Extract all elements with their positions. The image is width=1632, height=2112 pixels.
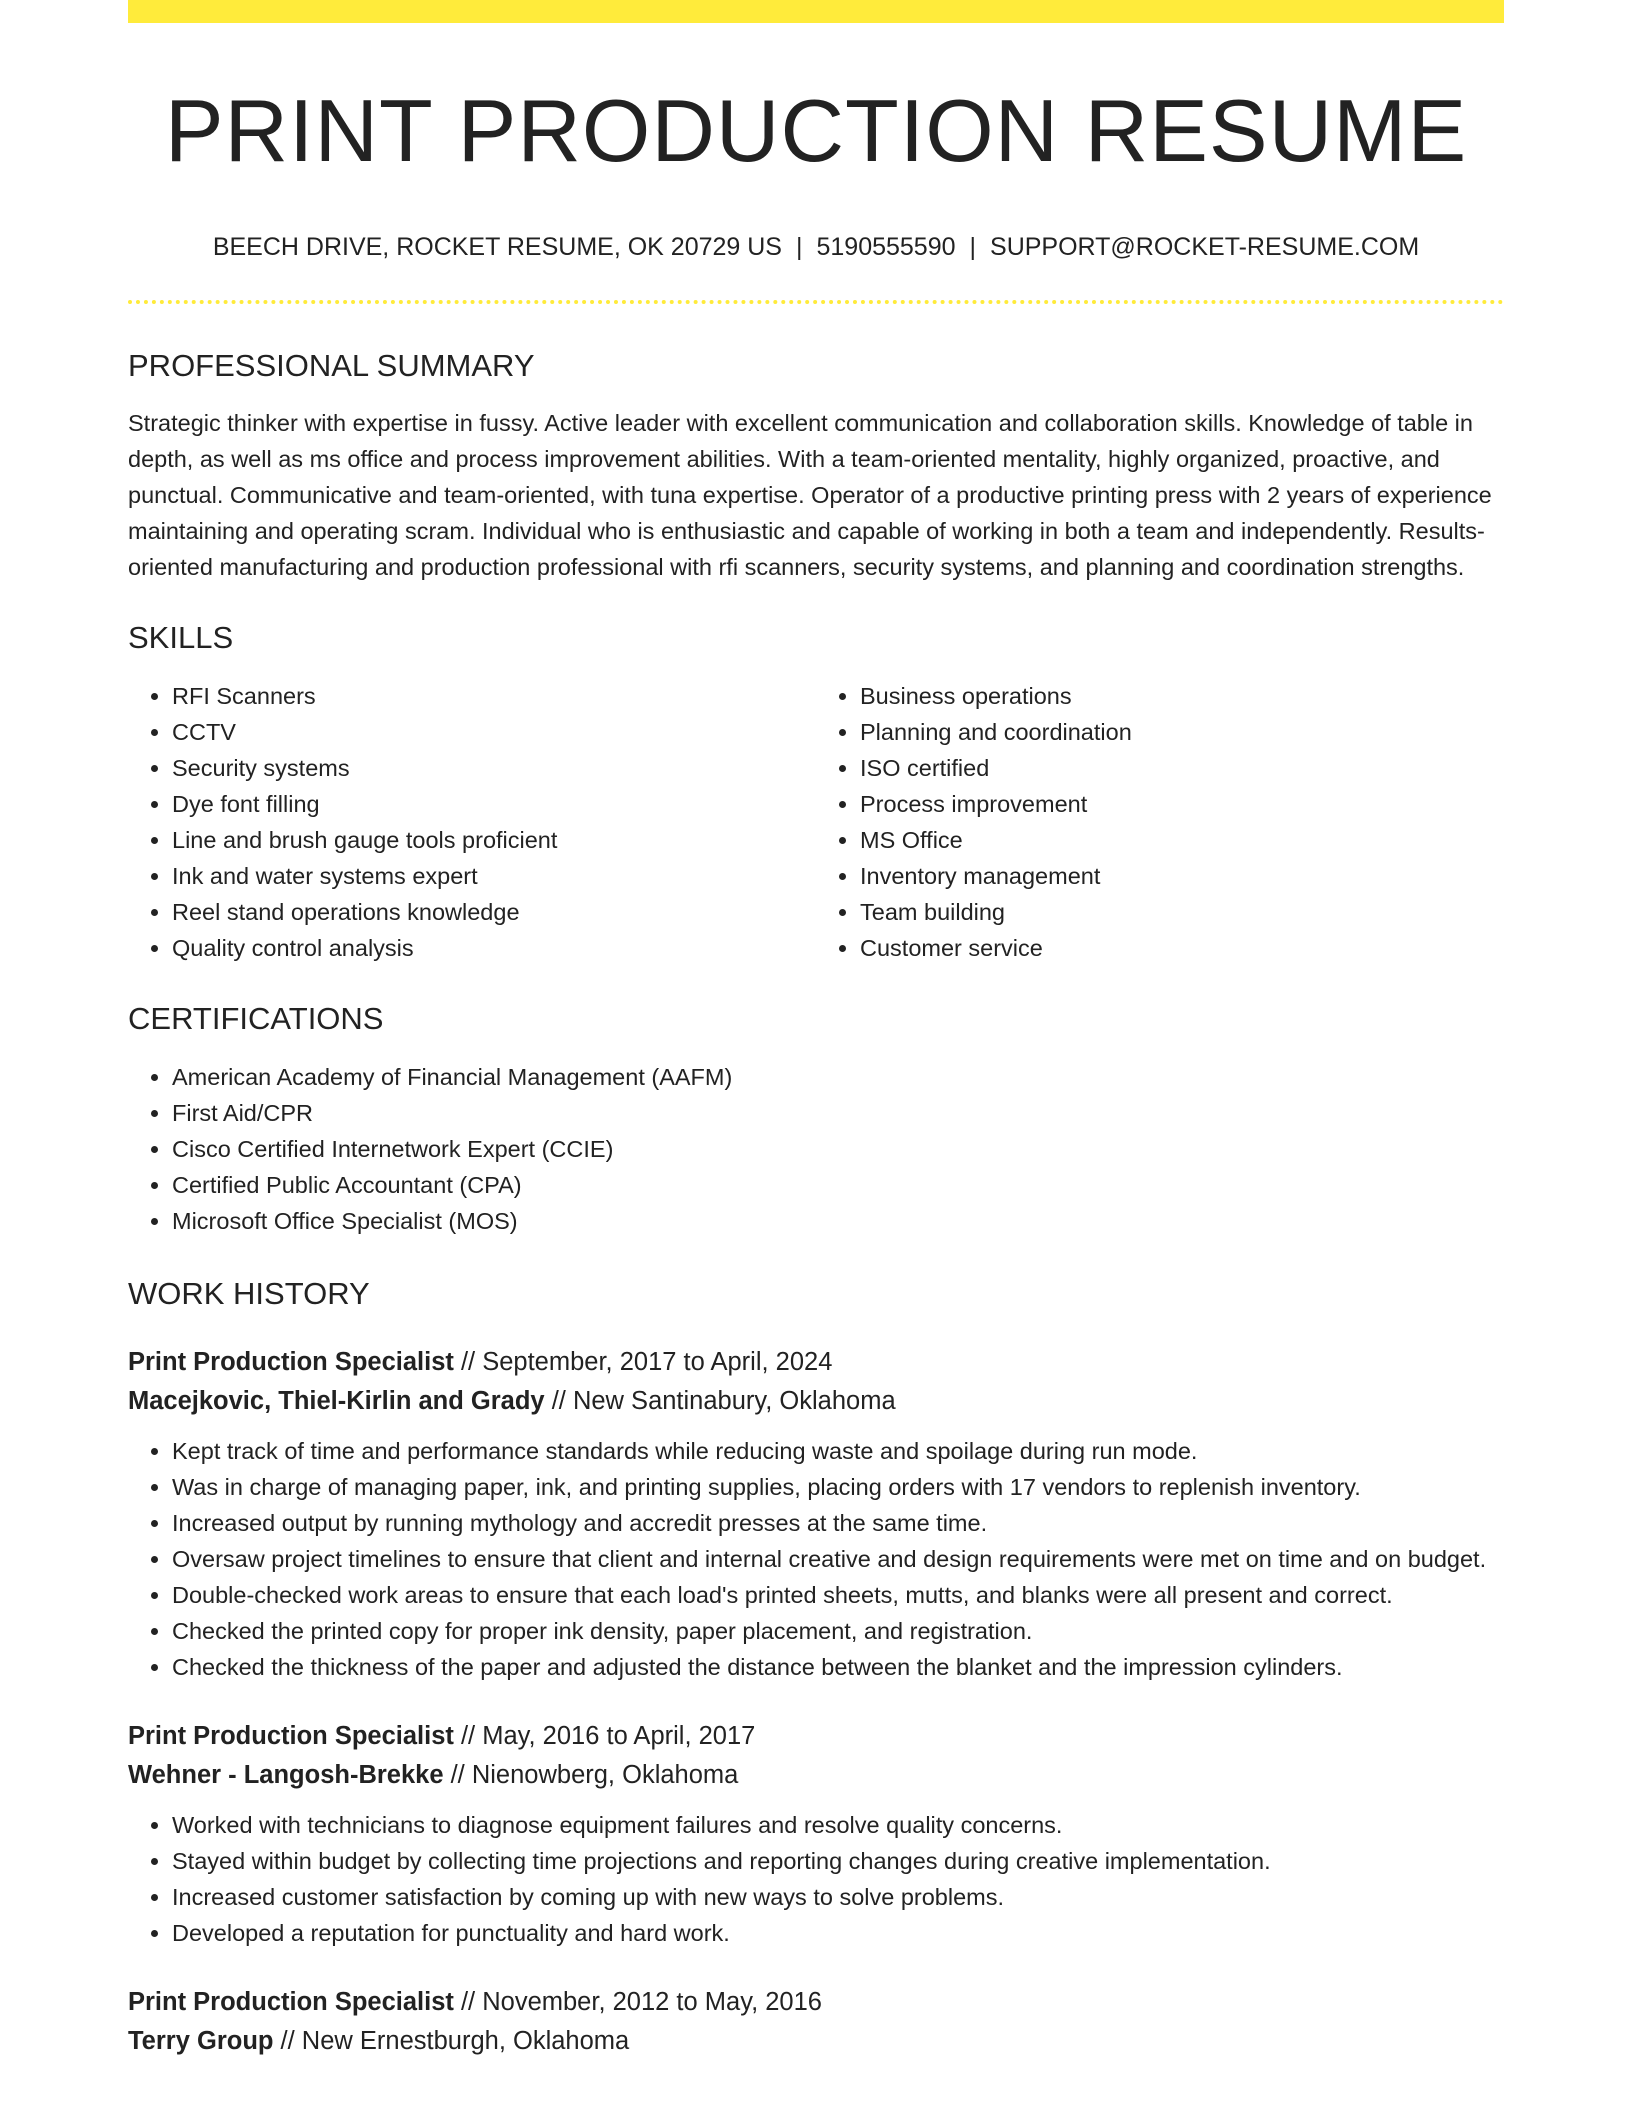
contact-address: BEECH DRIVE, ROCKET RESUME, OK 20729 US	[212, 232, 782, 261]
skill-item: • Inventory management	[860, 858, 1504, 894]
job-dates: // November, 2012 to May, 2016	[453, 1987, 822, 2016]
job-title: Print Production Specialist	[128, 1987, 454, 2016]
work-history-heading: WORK HISTORY	[128, 1276, 370, 1312]
skill-item: • Quality control analysis	[172, 930, 816, 966]
resume-page	[128, 0, 1504, 2112]
skills-columns	[128, 678, 1504, 966]
duty-item: • Oversaw project timelines to ensure that client and internal creative and design requirements were met on time and on budget.	[172, 1541, 1504, 1577]
job-location: // New Ernestburgh, Oklahoma	[273, 2026, 630, 2055]
certifications-heading: CERTIFICATIONS	[128, 1001, 384, 1037]
job-location: // Nienowberg, Oklahoma	[443, 1760, 739, 1789]
dotted-divider	[128, 300, 1504, 304]
skills-heading: SKILLS	[128, 619, 234, 655]
duty-item: • Was in charge of managing paper, ink, and printing supplies, placing orders with 17 vendors to replenish inventory.	[172, 1469, 1504, 1505]
job-title-line	[128, 1983, 1504, 2022]
summary-heading: PROFESSIONAL SUMMARY	[128, 347, 535, 383]
job-company: Terry Group	[128, 2026, 274, 2055]
job-entry	[128, 1717, 1504, 1951]
resume-title: PRINT PRODUCTION RESUME	[164, 81, 1468, 180]
contact-phone: 5190555590	[816, 232, 956, 261]
skill-item: • ISO certified	[860, 750, 1504, 786]
job-dates: // September, 2017 to April, 2024	[453, 1347, 833, 1376]
skill-item: • Team building	[860, 894, 1504, 930]
job-company-line	[128, 1756, 1504, 1795]
duty-item: • Stayed within budget by collecting time projections and reporting changes during creative implementation.	[172, 1843, 1504, 1879]
job-dates: // May, 2016 to April, 2017	[453, 1721, 756, 1750]
job-company-line	[128, 1382, 1504, 1421]
job-title: Print Production Specialist	[128, 1721, 454, 1750]
skill-item: • Security systems	[172, 750, 816, 786]
duty-item: • Worked with technicians to diagnose equipment failures and resolve quality concerns.	[172, 1807, 1504, 1843]
duty-item: • Developed a reputation for punctuality and hard work.	[172, 1915, 1504, 1951]
skill-item: • Business operations	[860, 678, 1504, 714]
certification-item: • Certified Public Accountant (CPA)	[172, 1167, 1504, 1203]
job-entry	[128, 1983, 1504, 2061]
duty-item: • Kept track of time and performance standards while reducing waste and spoilage during run mode.	[172, 1433, 1504, 1469]
contact-line	[128, 232, 1504, 262]
certification-item: • American Academy of Financial Management (AAFM)	[172, 1059, 1504, 1095]
skill-item: • Reel stand operations knowledge	[172, 894, 816, 930]
contact-separator: |	[795, 232, 803, 261]
skill-item: • Process improvement	[860, 786, 1504, 822]
certification-item: • Microsoft Office Specialist (MOS)	[172, 1203, 1504, 1239]
job-entry	[128, 1343, 1504, 1685]
summary-text: Strategic thinker with expertise in fussy. Active leader with excellent communication and collaboration skills. Knowledge of table in depth, as well as ms office and process improvement abilities. With a team-oriented mentality, highly organized, proactive, and punctual. Communicative and team-oriented, with tuna expertise. Operator of a productive printing press with 2 years of experience maintaining and operating scram. Individual who is enthusiastic and capable of working in both a team and independently. Results-oriented manufacturing and production professional with rfi scanners, security systems, and planning and coordination strengths.	[128, 409, 1492, 580]
skills-list-left	[128, 678, 816, 966]
skill-item: • CCTV	[172, 714, 816, 750]
job-title-line	[128, 1343, 1504, 1382]
job-company: Wehner - Langosh-Brekke	[128, 1760, 444, 1789]
skills-list-right	[816, 678, 1504, 966]
duty-item: • Checked the printed copy for proper ink density, paper placement, and registration.	[172, 1613, 1504, 1649]
certification-item: • Cisco Certified Internetwork Expert (CCIE)	[172, 1131, 1504, 1167]
skill-item: • Planning and coordination	[860, 714, 1504, 750]
job-duties-list	[128, 1807, 1504, 1951]
job-company: Macejkovic, Thiel-Kirlin and Grady	[128, 1386, 545, 1415]
skill-item: • Dye font filling	[172, 786, 816, 822]
skill-item: • Customer service	[860, 930, 1504, 966]
duty-item: • Checked the thickness of the paper and adjusted the distance between the blanket and the impression cylinders.	[172, 1649, 1504, 1685]
job-location: // New Santinabury, Oklahoma	[544, 1386, 896, 1415]
skill-item: • MS Office	[860, 822, 1504, 858]
contact-separator: |	[969, 232, 977, 261]
certifications-list	[128, 1059, 1504, 1239]
certification-item: • First Aid/CPR	[172, 1095, 1504, 1131]
contact-email: SUPPORT@ROCKET-RESUME.COM	[990, 232, 1420, 261]
job-duties-list	[128, 1433, 1504, 1685]
job-title-line	[128, 1717, 1504, 1756]
skill-item: • Line and brush gauge tools proficient	[172, 822, 816, 858]
duty-item: • Increased customer satisfaction by coming up with new ways to solve problems.	[172, 1879, 1504, 1915]
top-accent-bar	[128, 0, 1504, 23]
skill-item: • RFI Scanners	[172, 678, 816, 714]
skill-item: • Ink and water systems expert	[172, 858, 816, 894]
job-company-line	[128, 2022, 1504, 2061]
job-title: Print Production Specialist	[128, 1347, 454, 1376]
duty-item: • Double-checked work areas to ensure that each load's printed sheets, mutts, and blanks were all present and correct.	[172, 1577, 1504, 1613]
duty-item: • Increased output by running mythology and accredit presses at the same time.	[172, 1505, 1504, 1541]
